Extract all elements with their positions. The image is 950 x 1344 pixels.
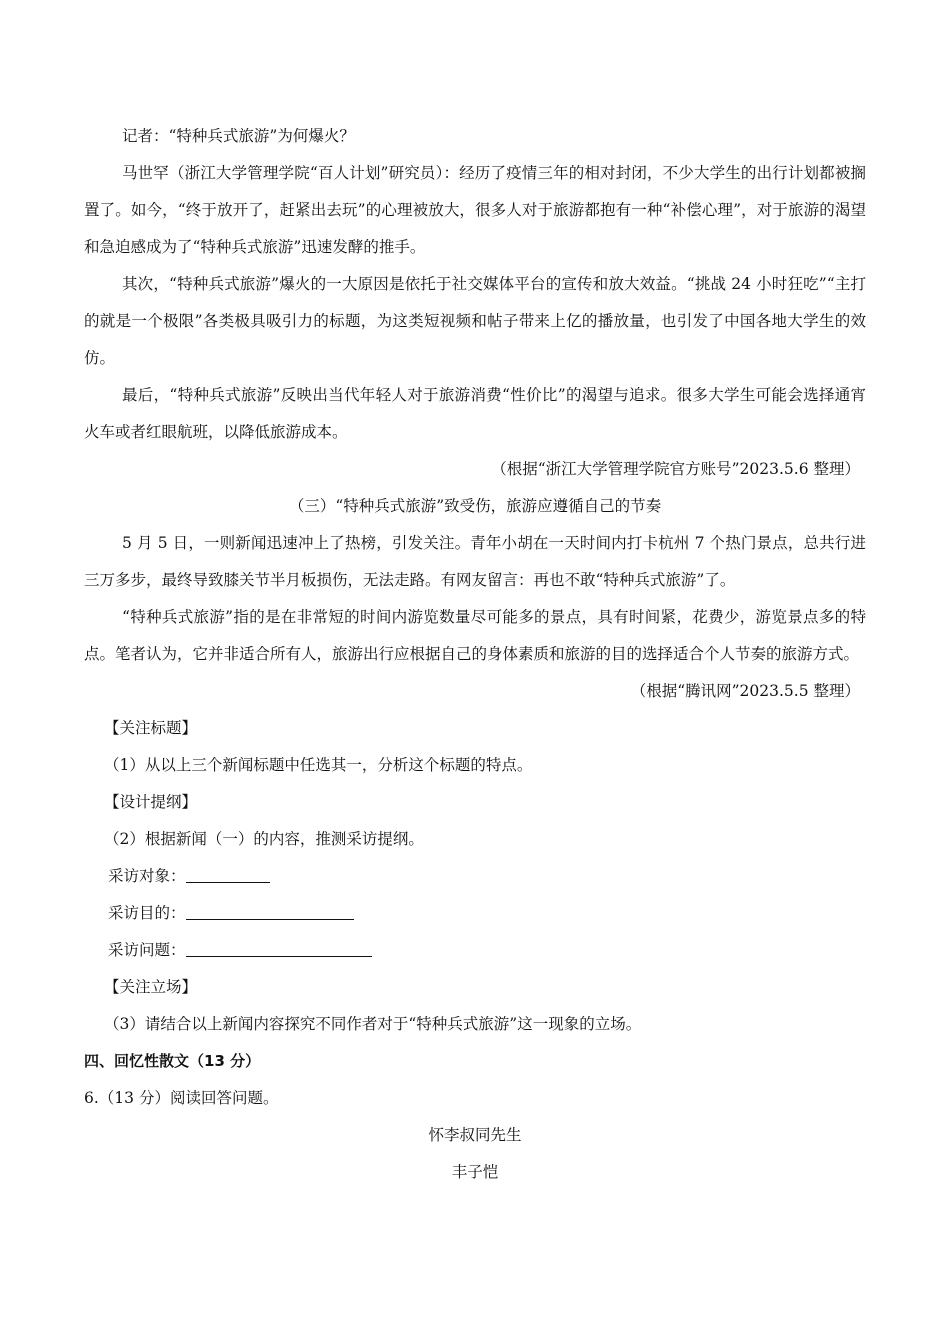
answer-paragraph-1: 马世罕（浙江大学管理学院“百人计划”研究员）：经历了疫情三年的相对封闭，不少大学生的出行计划都被搁置了。如今，“终于放开了，赶紧出去玩”的心理被放大，很多人对于旅游都抱有一种“补偿心理”，对于旅游的渴望和急迫感成为了“特种兵式旅游”迅速发酵的推手。 [84, 164, 866, 256]
section-4-heading: 四、回忆性散文（13 分） [84, 1052, 261, 1070]
section-label-outline: 【设计提纲】 [104, 793, 198, 811]
interview-purpose-blank[interactable] [186, 903, 354, 920]
news3-paragraph-1: 5 月 5 日，一则新闻迅速冲上了热榜，引发关注。青年小胡在一天时间内打卡杭州 7 个热门景点，总共行进三万多步，最终导致膝关节半月板损伤，无法走路。有网友留言：再也不敢“特种兵式旅游”了。 [84, 534, 866, 589]
document-page [84, 118, 866, 1191]
interview-purpose-row [84, 895, 866, 932]
section-label-title: 【关注标题】 [104, 719, 198, 737]
section-label-stance: 【关注立场】 [104, 978, 198, 996]
news3-paragraph-2: “特种兵式旅游”指的是在非常短的时间内游览数量尽可能多的景点，具有时间紧，花费少，游览景点多的特点。笔者认为，它并非适合所有人，旅游出行应根据自己的身体素质和旅游的目的选择适合个人节奏的旅游方式。 [84, 608, 866, 663]
news-title-3: （三）“特种兵式旅游”致受伤，旅游应遵循自己的节奏 [288, 497, 662, 515]
essay-title: 怀李叔同先生 [428, 1126, 522, 1144]
essay-author: 丰子恺 [451, 1163, 499, 1181]
question-1: （1）从以上三个新闻标题中任选其一，分析这个标题的特点。 [104, 756, 533, 774]
interview-target-row [84, 858, 866, 895]
interview-questions-row [84, 932, 866, 969]
reporter-question: 记者：“特种兵式旅游”为何爆火？ [122, 127, 355, 145]
answer-paragraph-3: 最后，“特种兵式旅游”反映出当代年轻人对于旅游消费“性价比”的渴望与追求。很多大学生可能会选择通宵火车或者红眼航班，以降低旅游成本。 [84, 386, 866, 441]
interview-target-label: 采访对象： [108, 867, 186, 885]
question-6: 6.（13 分）阅读回答问题。 [84, 1089, 279, 1107]
interview-questions-blank[interactable] [186, 940, 372, 957]
question-3: （3）请结合以上新闻内容探究不同作者对于“特种兵式旅游”这一现象的立场。 [104, 1015, 642, 1033]
answer-paragraph-2: 其次，“特种兵式旅游”爆火的一大原因是依托于社交媒体平台的宣传和放大效益。“挑战 24 小时狂吃”“主打的就是一个极限”各类极具吸引力的标题，为这类短视频和帖子带来上亿的播放量，也引发了中国各地大学生的效仿。 [84, 275, 866, 367]
source-note-2: （根据“浙江大学管理学院官方账号”2023.5.6 整理） [491, 460, 860, 478]
question-2: （2）根据新闻（一）的内容，推测采访提纲。 [104, 830, 424, 848]
interview-purpose-label: 采访目的： [108, 904, 186, 922]
interview-questions-label: 采访问题： [108, 941, 186, 959]
source-note-3: （根据“腾讯网”2023.5.5 整理） [630, 682, 860, 700]
interview-target-blank[interactable] [186, 866, 270, 883]
